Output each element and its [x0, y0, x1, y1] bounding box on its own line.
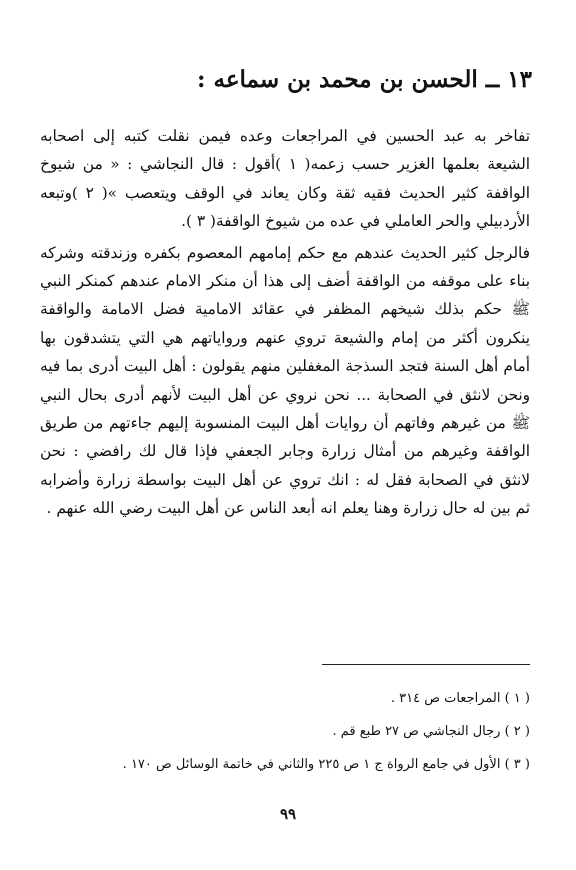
- footnotes: [40, 682, 530, 781]
- body-text: [40, 122, 530, 523]
- footnote-separator: [322, 664, 530, 665]
- paragraph: فالرجل كثير الحديث عندهم مع حكم إمامهم المعصوم بكفره وزندقته وشركه بناء على موقفه من الواقفة أضف إلى هذا أن منكر الامام عندهم كمنكر النبي ﷺ حكم بذلك شيخهم المظفر في عقائد الامامية فضل الامامة والواقفة ينكرون أكثر من إمام والشيعة تروي عنهم ورواياتهم هي التي يتشدقون بها أمام أهل السنة فتجد السذجة المغفلين منهم يقولون : أهل البيت أدرى بما فيه ونحن لانثق في الصحابة ... نحن نروي عن أهل البيت لأنهم أدرى بحال النبي ﷺ من غيرهم وفاتهم أن روايات أهل البيت المنسوبة إليهم جاءتهم من طريق الواقفة وغيرهم من أمثال زرارة وجابر الجعفي فإذا قال لك رافضي : نحن لانثق في الصحابة فقل له : انك تروي عن أهل البيت بواسطة زرارة وأضرابه ثم بين له حال زرارة وهنا يعلم انه أبعد الناس عن أهل البيت رضي الله عنهم .: [40, 243, 530, 518]
- footnote: ( ٢ ) رجال النجاشي ص ٢٧ طبع قم .: [332, 724, 530, 739]
- paragraph: تفاخر به عبد الحسين في المراجعات وعده فيمن نقلت كتبه إلى اصحابه الشيعة بعلمها الغزير حسب زعمه( ١ )أقول : قال النجاشي : « من شيوخ الواقفة كثير الحديث فقيه ثقة وكان يعاند في الوقف ويتعصب »( ٢ )وتبعه الأردبيلي والحر العاملي في عده من شيوخ الواقفة( ٣ ).: [40, 127, 530, 231]
- page-number: ٩٩: [279, 805, 297, 823]
- section-heading: ١٣ ــ الحسن بن محمد بن سماعه :: [197, 66, 532, 93]
- footnote: ( ٣ ) الأول في جامع الرواة ج ١ ص ٢٢٥ والثاني في خاتمة الوسائل ص ١٧٠ .: [122, 757, 530, 772]
- footnote: ( ١ ) المراجعات ص ٣١٤ .: [390, 691, 530, 706]
